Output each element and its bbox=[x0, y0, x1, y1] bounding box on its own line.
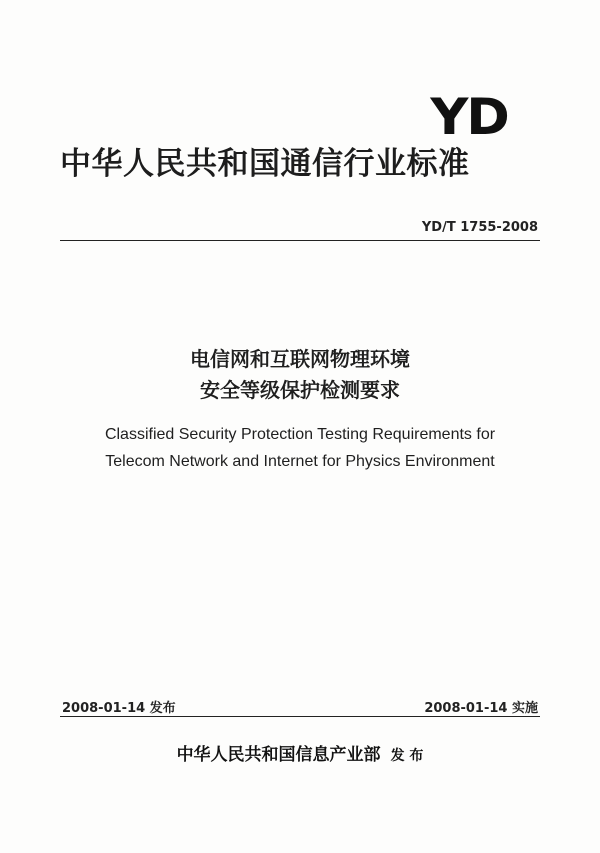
bottom-divider bbox=[60, 716, 540, 717]
document-title-en-line1: Classified Security Protection Testing Requirements for bbox=[104, 426, 496, 443]
issue-date: 2008-01-14 发布 bbox=[62, 701, 176, 716]
implementation-date: 2008-01-14 实施 bbox=[424, 701, 538, 716]
document-title-en-line2: Telecom Network and Internet for Physics Environment bbox=[105, 453, 495, 470]
standard-number: YD/T 1755-2008 bbox=[421, 220, 538, 235]
publish-action: 发 布 bbox=[390, 748, 424, 764]
document-title-cn-line1: 电信网和互联网物理环境 bbox=[190, 347, 410, 371]
publisher-name: 中华人民共和国信息产业部 bbox=[176, 745, 381, 765]
standard-type-heading: 中华人民共和国通信行业标准 bbox=[60, 146, 470, 182]
publisher-line bbox=[0, 740, 600, 765]
top-divider bbox=[60, 240, 540, 241]
yd-logo: YD bbox=[430, 88, 508, 146]
document-title-cn-line2: 安全等级保护检测要求 bbox=[200, 378, 400, 402]
